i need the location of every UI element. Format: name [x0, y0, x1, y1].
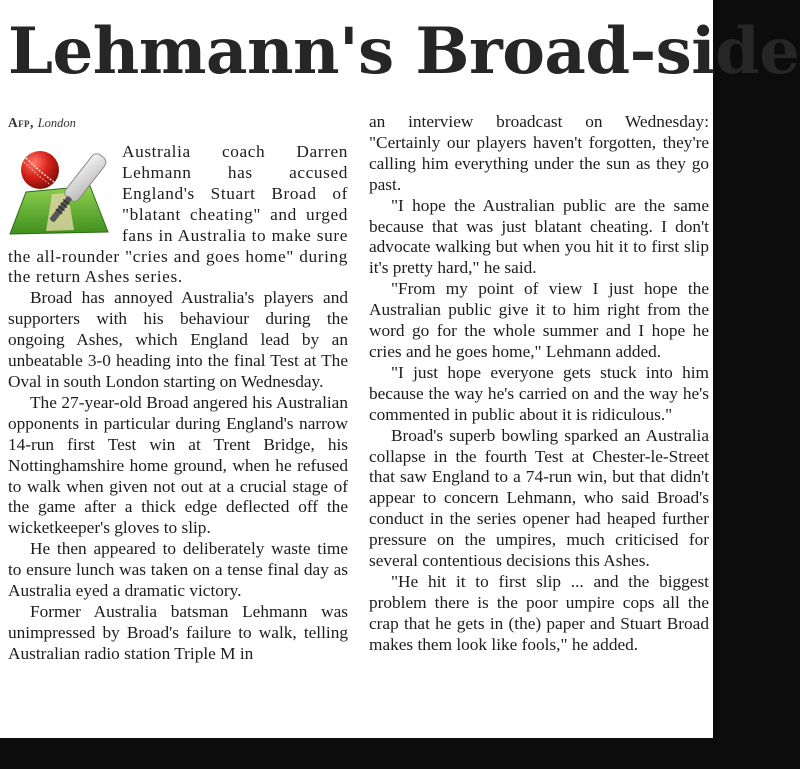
article-column-left — [8, 112, 348, 742]
article-paragraph: "I just hope everyone gets stuck into him because the way he's carried on and the way he's commented in public about it is ridiculous." — [369, 362, 709, 424]
article-paragraph: Former Australia batsman Lehmann was unimpressed by Broad's failure to walk, telling Australian radio station Triple M in — [8, 601, 348, 663]
cricket-ball-bat-pitch-icon — [8, 142, 116, 242]
article-paragraph: The 27-year-old Broad angered his Australian opponents in particular during England's narrow 14-run first Test win at Trent Bridge, his Nottinghamshire home ground, when he refused to walk when given not out at a crucial stage of the game after a thick edge deflected off the wicketkeeper's gloves to slip. — [8, 392, 348, 538]
article-paragraph: "I hope the Australian public are the same because that was just blatant cheating. I don't advocate walking but when you hit it to first slip it's pretty hard," he said. — [369, 195, 709, 278]
article-paragraph: He then appeared to deliberately waste time to ensure lunch was taken on a tense final day as Australia eyed a dramatic victory. — [8, 539, 348, 601]
article-paragraph: "He hit it to first slip ... and the biggest problem there is the poor umpire cops all the crap that he gets in (the) paper and Stuart Broad makes them look like fools," he added. — [369, 571, 709, 654]
article-paragraph: Broad has annoyed Australia's players and supporters with his behaviour during the ongoing Ashes, which England lead by an unbeatable 3-0 heading into the final Test at The Oval in south London starting on Wednesday. — [8, 288, 348, 391]
article-column-right — [369, 112, 709, 742]
lead-paragraph-text: Australia coach Darren Lehmann has accused England's Stuart Broad of "blatant cheating" and urged fans in Australia to make sure the all-rounder "cries and goes home" during the return Ashes series. — [8, 142, 348, 287]
article-paragraph: Broad's superb bowling sparked an Australia collapse in the fourth Test at Chester-le-Street that saw England to a 74-run win, but that didn't appear to concern Lehmann, who said Broad's conduct in the series opener had heaped further pressure on the umpires, much criticised for several contentious decisions this Ashes. — [369, 425, 709, 571]
article-paragraph-continued: an interview broadcast on Wednesday: "Certainly our players haven't forgotten, they're calling him everything under the sun as they go past. — [369, 112, 709, 194]
lead-paragraph — [8, 142, 348, 288]
byline-agency: Afp, — [8, 115, 34, 130]
article-paragraph: "From my point of view I just hope the Australian public give it to him right from the word go for the whole summer and I hope he cries and he goes home," Lehmann added. — [369, 279, 709, 361]
byline — [8, 112, 348, 134]
headline: Lehmann's Broad-side — [8, 14, 800, 89]
byline-place: London — [37, 116, 76, 130]
